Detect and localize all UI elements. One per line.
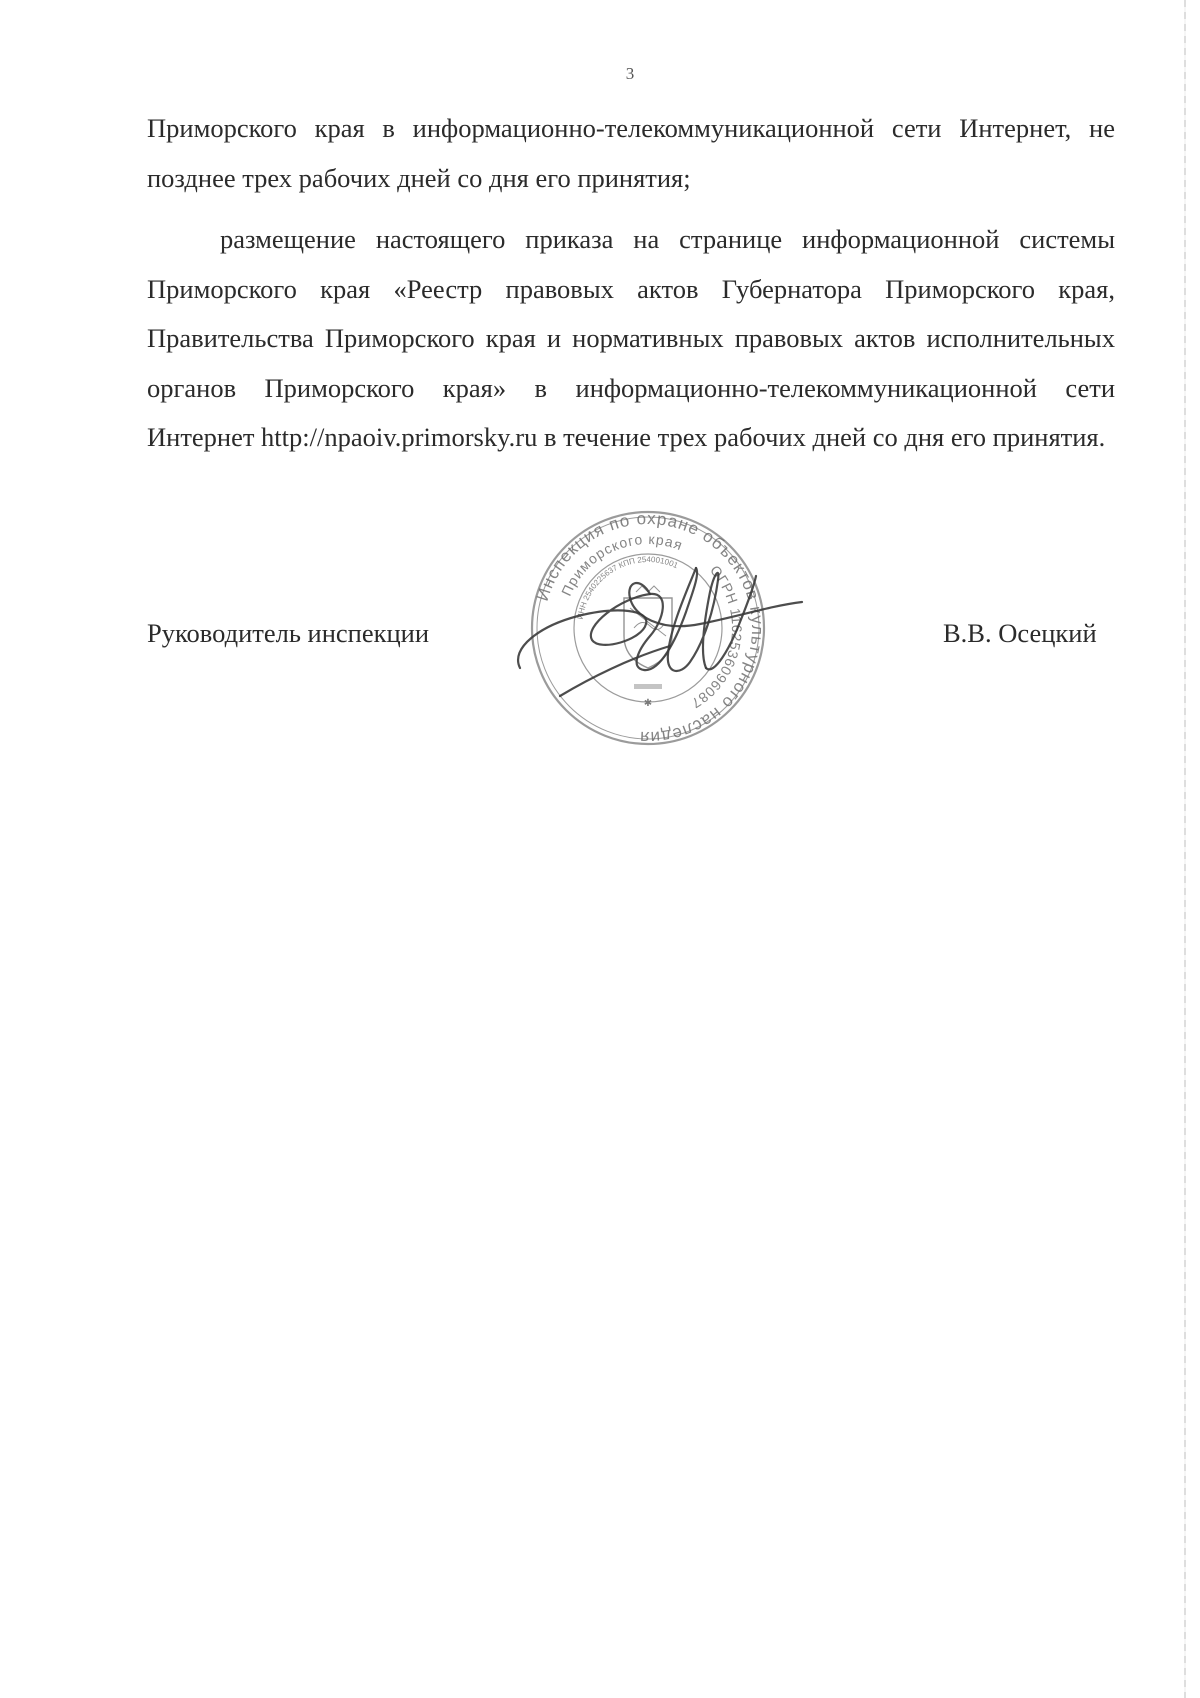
handwritten-signature [500, 528, 810, 728]
signatory-name: В.В. Осецкий [943, 618, 1097, 648]
stamp-inner-text: Приморского края [557, 530, 686, 599]
scan-edge-line [1184, 0, 1186, 1698]
document-body [147, 104, 1115, 463]
paragraph-continuation: Приморского края в информационно-телекоммуникационной сети Интернет, не позднее трех рабочих дней со дня его принятия; [147, 113, 1115, 193]
stamp-inn-kpp-text: ИНН 2540225637 КПП 254001001 [575, 554, 680, 621]
stamp-outer-text: Инспекция по охране объектов культурного наследия [532, 508, 768, 748]
paragraph-publication-registry: размещение настоящего приказа на странице информационной системы Приморского края «Реестр правовых актов Губернатора Приморского края, Правительства Приморского края и нормативных правовых актов исполнительных органов Приморского края» в информационно-телекоммуникационной сети Интернет http://npaoiv.primorsky.ru в течение трех рабочих дней со дня его принятия. [147, 224, 1115, 452]
page-number: 3 [625, 64, 635, 83]
star-icon: ✱ [643, 698, 653, 709]
stamp-ogrn-text: ОГРН 1162536096087 [688, 562, 746, 712]
signatory-title: Руководитель инспекции [147, 618, 430, 648]
